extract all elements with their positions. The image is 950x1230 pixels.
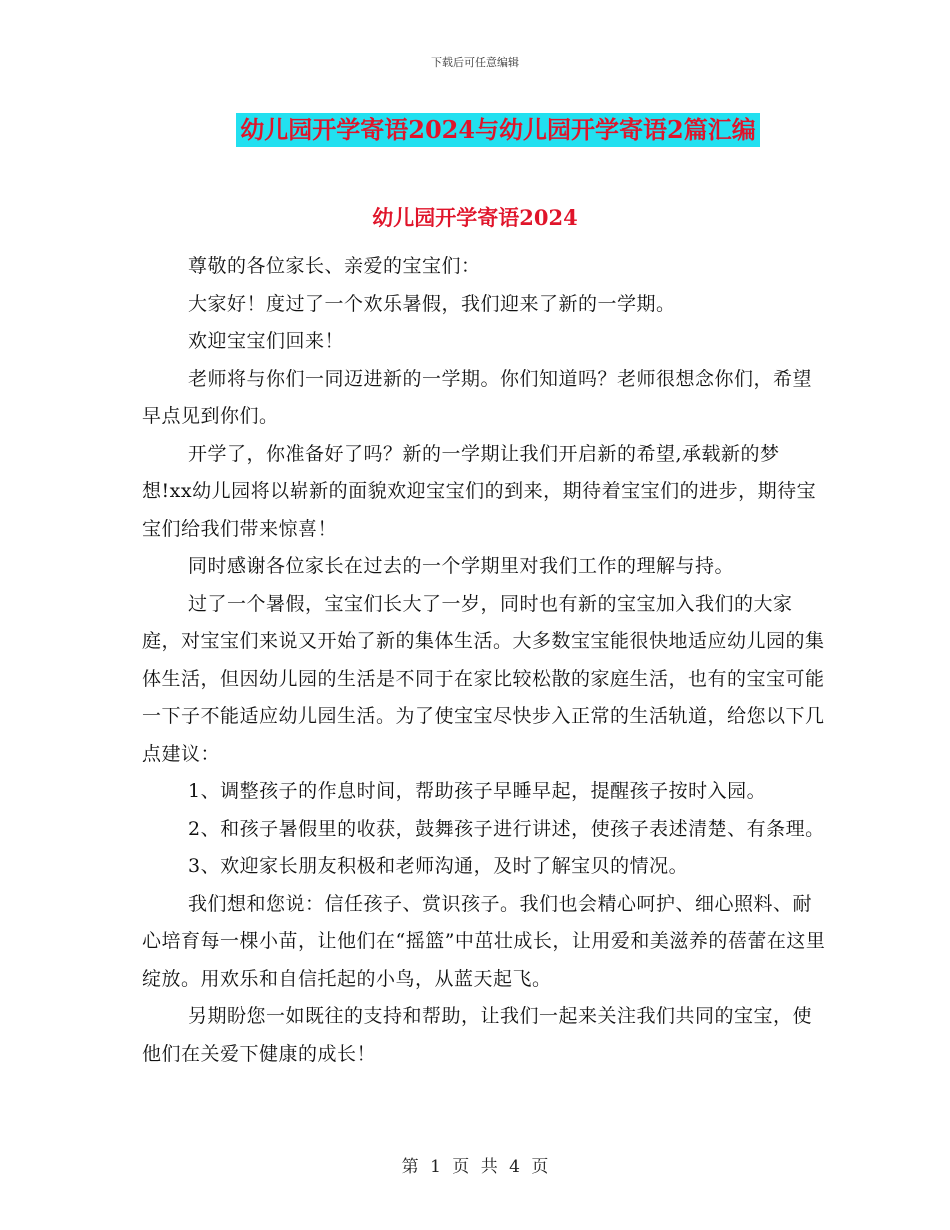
header-note: 下载后可任意编辑 [431,56,519,69]
paragraph: 尊敬的各位家长、亲爱的宝宝们： [188,255,481,277]
paragraph: 我们想和您说：信任孩子、赏识孩子。我们也会精心呵护、细心照料、耐心培育每一棵小苗，让他们在“摇篮”中茁壮成长，让用爱和美滋养的蓓蕾在这里绽放。用欢乐和自信托起的小鸟，从蓝天起飞。 [142,892,826,990]
paragraph: 老师将与你们一同迈进新的一学期。你们知道吗？老师很想念你们，希望早点见到你们。 [142,367,813,427]
paragraph: 另期盼您一如既往的支持和帮助，让我们一起来关注我们共同的宝宝，使他们在关爱下健康的成长！ [142,1005,813,1065]
document-title: 幼儿园开学寄语2024与幼儿园开学寄语2篇汇编 [236,113,760,147]
paragraph: 过了一个暑假，宝宝们长大了一岁，同时也有新的宝宝加入我们的大家庭，对宝宝们来说又开始了新的集体生活。大多数宝宝能很快地适应幼儿园的集体生活，但因幼儿园的生活是不同于在家比较松散的家庭生活，也有的宝宝可能一下子不能适应幼儿园生活。为了使宝宝尽快步入正常的生活轨道，给您以下几点建议： [142,592,825,765]
paragraph: 同时感谢各位家长在过去的一个学期里对我们工作的理解与持。 [188,555,735,577]
paragraph: 1、调整孩子的作息时间，帮助孩子早睡早起，提醒孩子按时入园。 [188,780,767,802]
section-title: 幼儿园开学寄语2024 [372,205,578,230]
paragraph: 3、欢迎家长朋友积极和老师沟通，及时了解宝贝的情况。 [188,855,689,877]
document-title-container [0,113,950,147]
paragraph: 欢迎宝宝们回来！ [188,330,345,352]
body-text [142,248,826,1073]
paragraph: 大家好！度过了一个欢乐暑假，我们迎来了新的一学期。 [188,292,676,315]
page-footer: 第 1 页 共 4 页 [401,1157,549,1177]
paragraph: 开学了，你准备好了吗？新的一学期让我们开启新的希望,承载新的梦想!xx幼儿园将以崭新的面貌欢迎宝宝们的到来，期待着宝宝们的进步，期待宝宝们给我们带来惊喜！ [142,442,817,540]
paragraph: 2、和孩子暑假里的收获，鼓舞孩子进行讲述，使孩子表述清楚、有条理。 [188,817,825,840]
